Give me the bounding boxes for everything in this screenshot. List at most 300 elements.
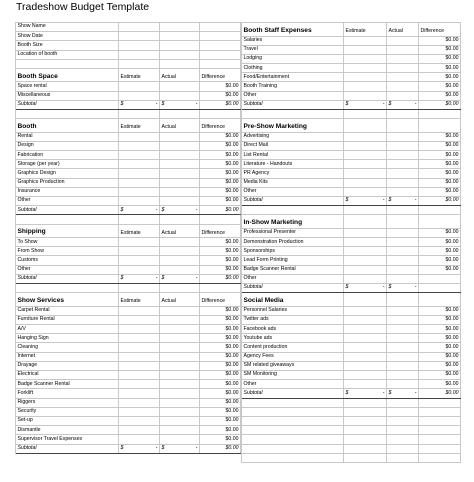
difference-cell[interactable]: $0.00 [419,92,461,100]
estimate-cell[interactable] [119,92,160,100]
difference-header[interactable]: Difference [200,293,241,306]
estimate-cell[interactable] [119,435,160,443]
estimate-cell[interactable] [119,82,160,90]
blank-cell[interactable] [160,284,200,292]
blank-cell[interactable] [419,435,461,443]
actual-cell[interactable] [160,266,200,274]
line-item-label[interactable]: Lead Form Printing [242,256,344,264]
estimate-cell[interactable] [344,142,387,150]
difference-subtotal[interactable]: $0.00 [419,197,461,205]
difference-cell[interactable]: $0.00 [200,334,241,342]
actual-subtotal[interactable] [387,284,419,292]
estimate-cell[interactable] [119,426,160,434]
estimate-cell[interactable] [344,275,387,283]
actual-cell[interactable] [160,238,200,246]
actual-cell[interactable] [387,380,419,388]
difference-cell[interactable]: $0.00 [200,151,241,159]
difference-cell[interactable] [200,32,241,40]
estimate-cell[interactable] [344,343,387,351]
actual-cell[interactable] [160,426,200,434]
actual-subtotal[interactable] [160,275,200,283]
difference-cell[interactable]: $0.00 [419,133,461,141]
actual-cell[interactable] [387,256,419,264]
section-title[interactable]: Pre-Show Marketing [242,119,344,132]
estimate-cell[interactable] [119,32,160,40]
line-item-label[interactable]: Graphics Design [16,169,119,177]
actual-cell[interactable] [387,307,419,315]
blank-cell[interactable] [387,435,419,443]
estimate-header[interactable]: Estimate [344,23,387,36]
estimate-cell[interactable] [344,215,387,228]
line-item-label[interactable]: Other [242,380,344,388]
line-item-label[interactable]: Salaries [242,37,344,45]
estimate-header[interactable]: Estimate [119,69,160,82]
estimate-cell[interactable] [344,293,387,306]
blank-cell[interactable] [242,435,344,443]
blank-cell[interactable] [119,60,160,68]
line-item-label[interactable]: Professional Presenter [242,229,344,237]
line-item-label[interactable]: Graphics Production [16,179,119,187]
estimate-cell[interactable] [344,179,387,187]
actual-cell[interactable] [160,41,200,49]
estimate-subtotal[interactable] [344,197,387,205]
line-item-label[interactable]: Food/Entertainment [242,73,344,81]
difference-cell[interactable]: $0.00 [419,316,461,324]
actual-cell[interactable] [160,389,200,397]
actual-cell[interactable] [160,82,200,90]
difference-cell[interactable]: $0.00 [200,408,241,416]
estimate-cell[interactable] [344,37,387,45]
estimate-cell[interactable] [344,316,387,324]
difference-cell[interactable]: $0.00 [200,256,241,264]
difference-cell[interactable] [419,119,461,132]
actual-cell[interactable] [160,179,200,187]
line-item-label[interactable]: Other [242,275,344,283]
actual-cell[interactable] [160,160,200,168]
estimate-cell[interactable] [344,266,387,274]
actual-cell[interactable] [387,55,419,63]
estimate-cell[interactable] [119,51,160,59]
estimate-cell[interactable] [344,256,387,264]
actual-cell[interactable] [160,362,200,370]
difference-cell[interactable]: $0.00 [419,343,461,351]
difference-cell[interactable]: $0.00 [200,160,241,168]
subtotal-label[interactable]: Subtotal [242,284,344,292]
actual-subtotal[interactable] [160,445,200,453]
blank-cell[interactable] [160,215,200,223]
line-item-label[interactable]: Space rental [16,82,119,90]
line-item-label[interactable]: Sponsorships [242,247,344,255]
line-item-label[interactable]: Set-up [16,417,119,425]
difference-cell[interactable]: $0.00 [419,334,461,342]
line-item-label[interactable]: Demonstration Production [242,238,344,246]
estimate-cell[interactable] [344,119,387,132]
line-item-label[interactable]: Media Kits [242,179,344,187]
blank-cell[interactable] [387,399,419,407]
difference-subtotal[interactable]: $0.00 [419,389,461,397]
actual-subtotal[interactable] [387,101,419,109]
blank-cell[interactable] [242,206,344,214]
subtotal-label[interactable]: Subtotal [242,197,344,205]
line-item-label[interactable]: Show Date [16,32,119,40]
estimate-cell[interactable] [344,371,387,379]
line-item-label[interactable]: Location of booth [16,51,119,59]
difference-cell[interactable]: $0.00 [200,142,241,150]
estimate-cell[interactable] [344,133,387,141]
actual-cell[interactable] [160,197,200,205]
actual-cell[interactable] [387,371,419,379]
difference-cell[interactable]: $0.00 [200,169,241,177]
actual-cell[interactable] [387,229,419,237]
difference-cell[interactable] [200,51,241,59]
actual-cell[interactable] [387,73,419,81]
line-item-label[interactable]: Customs [16,256,119,264]
blank-cell[interactable] [419,417,461,425]
line-item-label[interactable]: Lodging [242,55,344,63]
blank-cell[interactable] [200,60,241,68]
difference-cell[interactable]: $0.00 [419,362,461,370]
difference-cell[interactable]: $0.00 [419,82,461,90]
difference-cell[interactable]: $0.00 [200,343,241,351]
line-item-label[interactable]: Other [16,266,119,274]
difference-cell[interactable]: $0.00 [419,325,461,333]
line-item-label[interactable]: Travel [242,46,344,54]
actual-cell[interactable] [160,408,200,416]
estimate-cell[interactable] [344,307,387,315]
estimate-cell[interactable] [119,133,160,141]
difference-cell[interactable]: $0.00 [200,179,241,187]
blank-cell[interactable] [344,445,387,453]
subtotal-label[interactable]: Subtotal [16,101,119,109]
difference-header[interactable]: Difference [419,23,461,36]
line-item-label[interactable]: Direct Mail [242,142,344,150]
estimate-cell[interactable] [119,41,160,49]
blank-cell[interactable] [387,417,419,425]
estimate-cell[interactable] [119,343,160,351]
blank-cell[interactable] [242,417,344,425]
estimate-cell[interactable] [119,266,160,274]
estimate-subtotal[interactable] [344,284,387,292]
actual-cell[interactable] [387,316,419,324]
blank-cell[interactable] [242,408,344,416]
estimate-cell[interactable] [119,325,160,333]
blank-cell[interactable] [387,445,419,453]
actual-header[interactable]: Actual [160,293,200,306]
actual-cell[interactable] [160,353,200,361]
actual-cell[interactable] [160,133,200,141]
actual-subtotal[interactable] [160,101,200,109]
blank-cell[interactable] [419,408,461,416]
difference-cell[interactable]: $0.00 [419,160,461,168]
subtotal-label[interactable]: Subtotal [16,445,119,453]
difference-cell[interactable]: $0.00 [200,426,241,434]
difference-cell[interactable] [419,215,461,228]
line-item-label[interactable]: Fabrication [16,151,119,159]
actual-cell[interactable] [387,247,419,255]
difference-cell[interactable]: $0.00 [419,151,461,159]
estimate-cell[interactable] [344,151,387,159]
difference-header[interactable]: Difference [200,119,241,132]
subtotal-label[interactable]: Subtotal [16,275,119,283]
estimate-cell[interactable] [344,169,387,177]
difference-cell[interactable]: $0.00 [419,238,461,246]
actual-cell[interactable] [387,92,419,100]
subtotal-label[interactable]: Subtotal [16,206,119,214]
estimate-cell[interactable] [344,64,387,72]
blank-cell[interactable] [344,399,387,407]
actual-cell[interactable] [387,169,419,177]
line-item-label[interactable]: Badge Scanner Rental [16,380,119,388]
actual-subtotal[interactable] [387,197,419,205]
estimate-cell[interactable] [344,334,387,342]
line-item-label[interactable]: SM related giveaways [242,362,344,370]
blank-cell[interactable] [160,110,200,118]
line-item-label[interactable]: Advertising [242,133,344,141]
blank-cell[interactable] [344,426,387,434]
difference-cell[interactable]: $0.00 [200,316,241,324]
line-item-label[interactable]: Booth Training [242,82,344,90]
estimate-cell[interactable] [119,334,160,342]
line-item-label[interactable]: Carpet Rental [16,307,119,315]
actual-header[interactable]: Actual [160,69,200,82]
blank-cell[interactable] [242,445,344,453]
blank-cell[interactable] [387,454,419,462]
blank-cell[interactable] [200,284,241,292]
line-item-label[interactable]: List Rental [242,151,344,159]
subtotal-label[interactable]: Subtotal [242,101,344,109]
line-item-label[interactable]: A/V [16,325,119,333]
difference-cell[interactable]: $0.00 [419,142,461,150]
estimate-subtotal[interactable] [119,101,160,109]
estimate-cell[interactable] [344,55,387,63]
actual-cell[interactable] [387,275,419,283]
blank-cell[interactable] [344,206,387,214]
estimate-cell[interactable] [344,380,387,388]
actual-cell[interactable] [160,188,200,196]
blank-cell[interactable] [419,399,461,407]
difference-cell[interactable]: $0.00 [200,417,241,425]
estimate-cell[interactable] [344,188,387,196]
blank-cell[interactable] [200,215,241,223]
estimate-cell[interactable] [344,325,387,333]
actual-subtotal[interactable] [387,389,419,397]
difference-cell[interactable]: $0.00 [200,307,241,315]
line-item-label[interactable]: Facebook ads [242,325,344,333]
blank-cell[interactable] [419,445,461,453]
blank-cell[interactable] [419,110,461,118]
difference-subtotal[interactable]: $0.00 [200,275,241,283]
blank-cell[interactable] [344,110,387,118]
actual-cell[interactable] [387,151,419,159]
actual-cell[interactable] [387,238,419,246]
difference-subtotal[interactable]: $0.00 [200,206,241,214]
blank-cell[interactable] [419,426,461,434]
estimate-cell[interactable] [119,142,160,150]
blank-cell[interactable] [200,110,241,118]
actual-cell[interactable] [387,293,419,306]
line-item-label[interactable]: Booth Size [16,41,119,49]
blank-cell[interactable] [160,60,200,68]
estimate-cell[interactable] [119,188,160,196]
difference-cell[interactable]: $0.00 [419,55,461,63]
difference-cell[interactable] [200,23,241,31]
difference-cell[interactable]: $0.00 [200,133,241,141]
difference-subtotal[interactable]: $0.00 [419,101,461,109]
blank-cell[interactable] [344,408,387,416]
difference-subtotal[interactable] [419,284,461,292]
estimate-cell[interactable] [119,238,160,246]
actual-cell[interactable] [387,133,419,141]
line-item-label[interactable]: Design [16,142,119,150]
blank-cell[interactable] [16,284,119,292]
blank-cell[interactable] [419,206,461,214]
estimate-cell[interactable] [344,229,387,237]
line-item-label[interactable]: Forklift [16,389,119,397]
difference-cell[interactable]: $0.00 [200,92,241,100]
estimate-subtotal[interactable] [119,206,160,214]
difference-header[interactable]: Difference [200,225,241,238]
actual-cell[interactable] [387,215,419,228]
estimate-cell[interactable] [344,73,387,81]
actual-cell[interactable] [160,247,200,255]
line-item-label[interactable]: Security [16,408,119,416]
line-item-label[interactable]: Other [242,188,344,196]
estimate-cell[interactable] [119,256,160,264]
blank-cell[interactable] [16,60,119,68]
difference-cell[interactable]: $0.00 [200,435,241,443]
blank-cell[interactable] [419,454,461,462]
difference-cell[interactable]: $0.00 [200,389,241,397]
blank-cell[interactable] [119,284,160,292]
actual-cell[interactable] [160,334,200,342]
line-item-label[interactable]: Hanging Sign [16,334,119,342]
actual-cell[interactable] [387,119,419,132]
blank-cell[interactable] [119,215,160,223]
line-item-label[interactable]: To Show [16,238,119,246]
estimate-cell[interactable] [119,316,160,324]
estimate-cell[interactable] [119,247,160,255]
line-item-label[interactable]: Youtube ads [242,334,344,342]
blank-cell[interactable] [387,206,419,214]
difference-cell[interactable]: $0.00 [419,247,461,255]
actual-cell[interactable] [160,380,200,388]
actual-cell[interactable] [387,266,419,274]
line-item-label[interactable]: Literature - Handouts [242,160,344,168]
difference-cell[interactable]: $0.00 [419,46,461,54]
estimate-cell[interactable] [119,399,160,407]
blank-cell[interactable] [242,399,344,407]
actual-cell[interactable] [160,399,200,407]
blank-cell[interactable] [242,426,344,434]
actual-cell[interactable] [387,362,419,370]
line-item-label[interactable]: Personnel Salaries [242,307,344,315]
actual-cell[interactable] [387,160,419,168]
difference-cell[interactable] [419,293,461,306]
blank-cell[interactable] [16,110,119,118]
section-title[interactable]: Show Services [16,293,119,306]
line-item-label[interactable]: Supervisor Travel Expenses [16,435,119,443]
difference-cell[interactable]: $0.00 [419,307,461,315]
estimate-cell[interactable] [119,151,160,159]
estimate-subtotal[interactable] [344,101,387,109]
section-title[interactable]: Shipping [16,225,119,238]
blank-cell[interactable] [387,426,419,434]
actual-cell[interactable] [387,82,419,90]
actual-cell[interactable] [160,417,200,425]
estimate-cell[interactable] [119,353,160,361]
difference-cell[interactable]: $0.00 [200,266,241,274]
line-item-label[interactable]: Storage (per year) [16,160,119,168]
actual-cell[interactable] [160,151,200,159]
actual-cell[interactable] [160,169,200,177]
difference-cell[interactable]: $0.00 [419,353,461,361]
difference-cell[interactable]: $0.00 [200,247,241,255]
difference-cell[interactable]: $0.00 [419,179,461,187]
difference-cell[interactable]: $0.00 [200,353,241,361]
estimate-cell[interactable] [344,353,387,361]
line-item-label[interactable]: Rental [16,133,119,141]
difference-cell[interactable]: $0.00 [419,256,461,264]
estimate-cell[interactable] [119,160,160,168]
line-item-label[interactable]: Riggers [16,399,119,407]
blank-cell[interactable] [387,408,419,416]
difference-cell[interactable]: $0.00 [200,371,241,379]
actual-subtotal[interactable] [160,206,200,214]
estimate-cell[interactable] [119,380,160,388]
estimate-cell[interactable] [119,179,160,187]
estimate-cell[interactable] [344,92,387,100]
blank-cell[interactable] [242,454,344,462]
line-item-label[interactable]: Miscellaneous [16,92,119,100]
difference-cell[interactable]: $0.00 [200,188,241,196]
estimate-cell[interactable] [344,362,387,370]
line-item-label[interactable]: Show Name [16,23,119,31]
blank-cell[interactable] [242,110,344,118]
difference-subtotal[interactable]: $0.00 [200,445,241,453]
actual-cell[interactable] [387,334,419,342]
blank-cell[interactable] [344,417,387,425]
line-item-label[interactable]: Other [242,92,344,100]
estimate-cell[interactable] [119,197,160,205]
estimate-cell[interactable] [344,46,387,54]
estimate-cell[interactable] [119,371,160,379]
line-item-label[interactable]: Other [16,197,119,205]
difference-cell[interactable] [419,275,461,283]
difference-cell[interactable]: $0.00 [419,266,461,274]
difference-cell[interactable]: $0.00 [419,64,461,72]
estimate-subtotal[interactable] [119,275,160,283]
actual-cell[interactable] [160,316,200,324]
difference-cell[interactable]: $0.00 [200,82,241,90]
line-item-label[interactable]: Badge Scanner Rental [242,266,344,274]
actual-cell[interactable] [160,435,200,443]
estimate-header[interactable]: Estimate [119,119,160,132]
line-item-label[interactable]: SM Monitoring [242,371,344,379]
estimate-cell[interactable] [119,23,160,31]
line-item-label[interactable]: From Show [16,247,119,255]
estimate-cell[interactable] [344,160,387,168]
actual-cell[interactable] [160,142,200,150]
difference-cell[interactable]: $0.00 [419,380,461,388]
actual-cell[interactable] [160,325,200,333]
difference-header[interactable]: Difference [200,69,241,82]
difference-cell[interactable]: $0.00 [200,362,241,370]
difference-cell[interactable]: $0.00 [419,169,461,177]
actual-cell[interactable] [160,51,200,59]
actual-header[interactable]: Actual [387,23,419,36]
actual-cell[interactable] [387,142,419,150]
blank-cell[interactable] [119,110,160,118]
